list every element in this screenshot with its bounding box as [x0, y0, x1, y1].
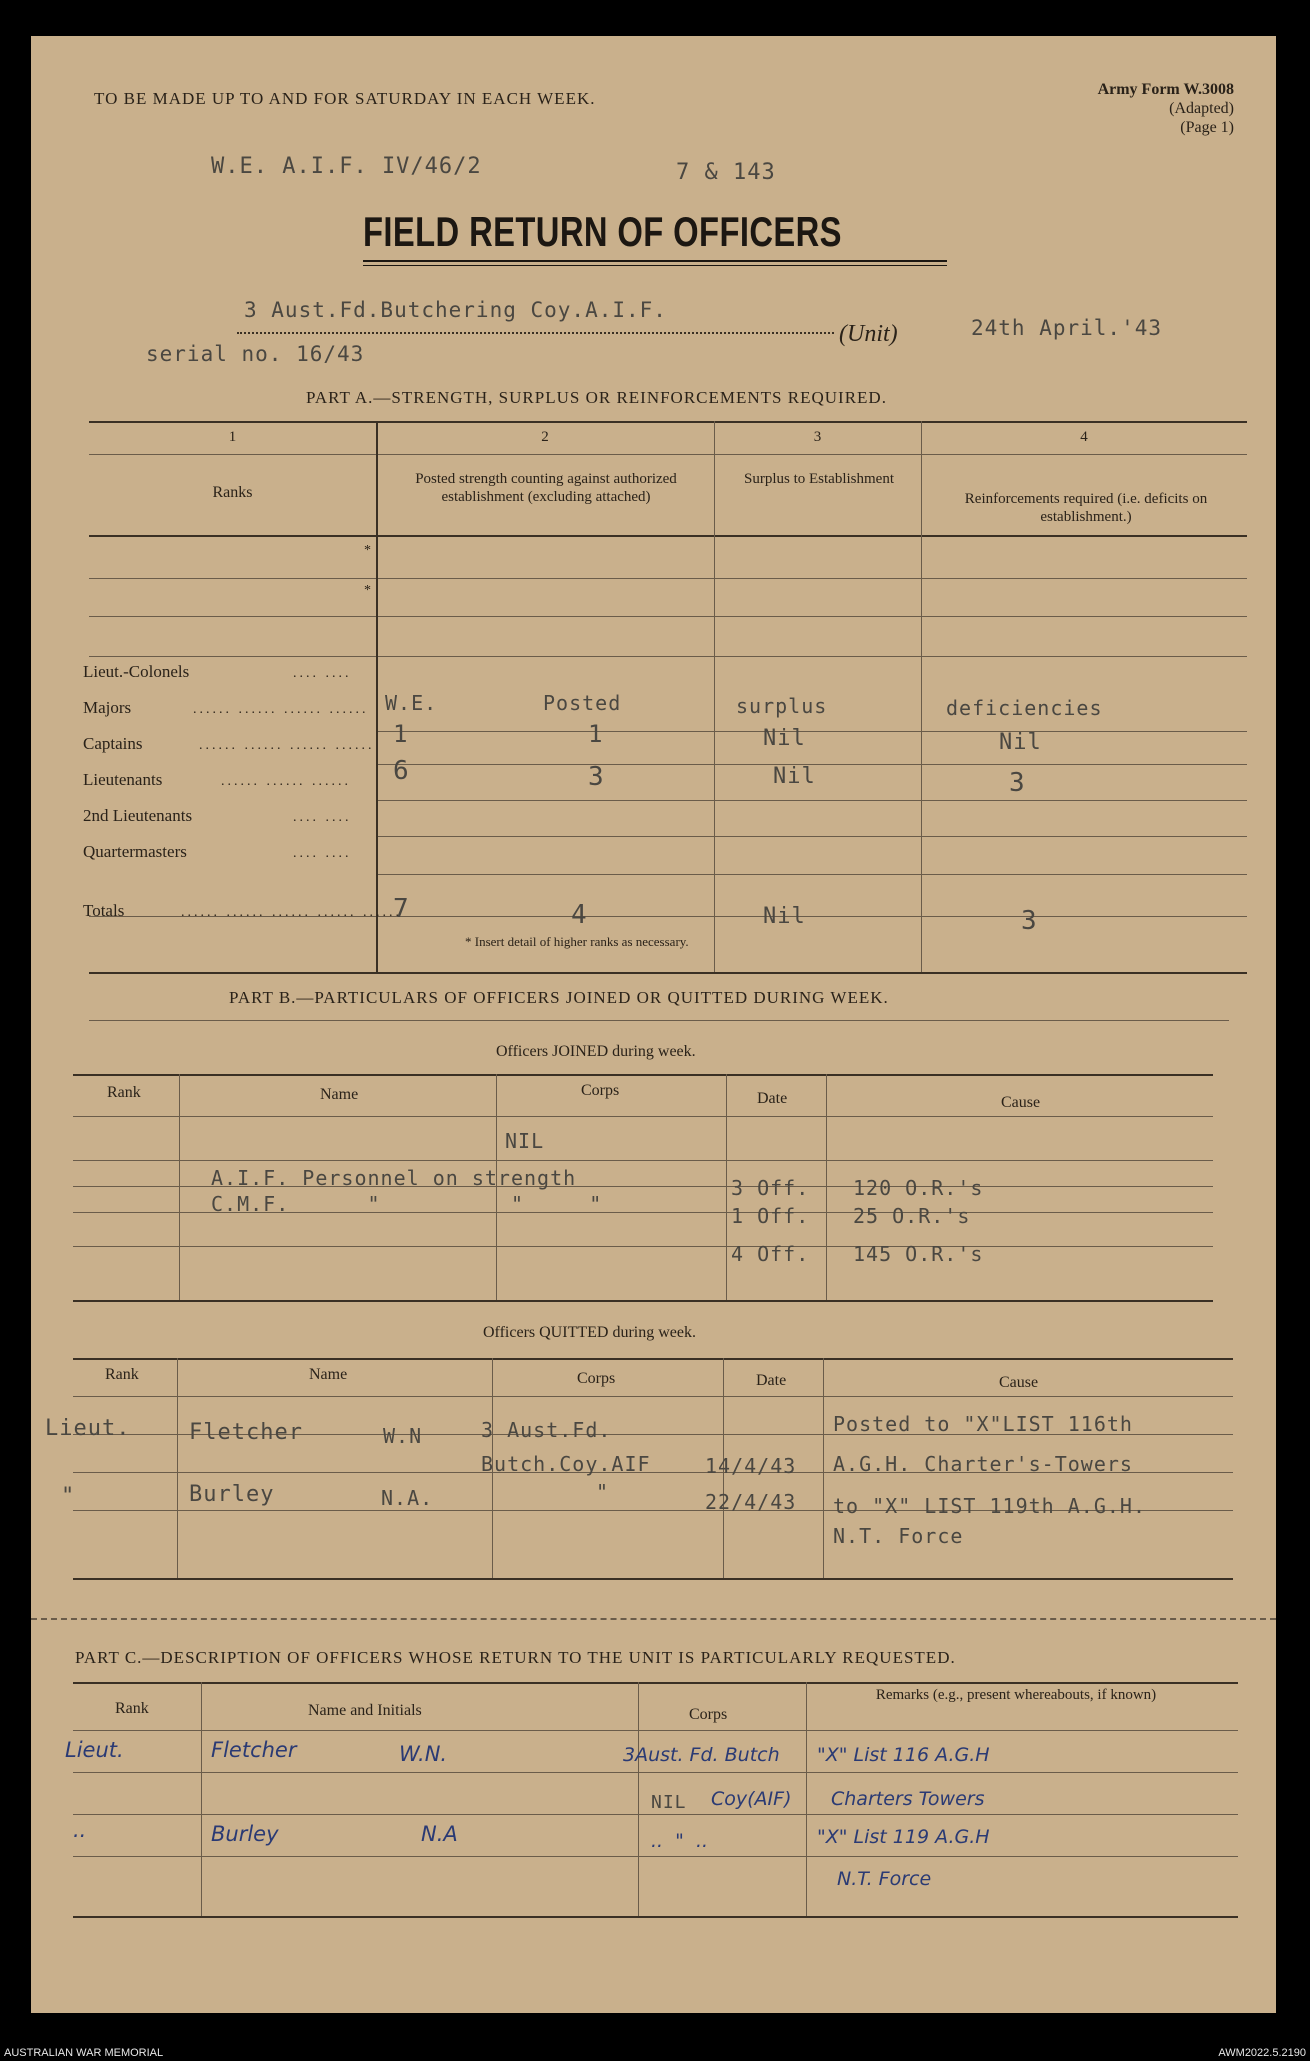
quitted-r2-initials: N.A. [381, 1486, 434, 1510]
quitted-header-name: Name [309, 1366, 348, 1383]
typed-reference: W.E. A.I.F. IV/46/2 [211, 154, 482, 179]
totals-we: 7 [393, 894, 410, 924]
title-underline [363, 260, 947, 262]
quitted-r1-date: 14/4/43 [705, 1454, 797, 1478]
joined-cause-2: 25 O.R.'s [853, 1204, 971, 1228]
table-col-rule [638, 1682, 639, 1916]
quitted-r1-rank: Lieut. [45, 1416, 131, 1441]
table-col-rule [714, 421, 715, 972]
part-c-r1-corps-2: Coy(AIF) [711, 1788, 792, 1810]
lieutenants-we: 6 [393, 756, 410, 786]
joined-header-corps: Corps [581, 1082, 620, 1099]
instruction-text: TO BE MADE UP TO AND FOR SATURDAY IN EACH WEEK. [94, 89, 596, 108]
part-c-r2-name: Burley [211, 1822, 279, 1846]
joined-date-2: 1 Off. [731, 1204, 810, 1228]
part-b-heading: PART B.—PARTICULARS OF OFFICERS JOINED OR QUITTED DURING WEEK. [229, 988, 889, 1007]
captains-surplus: Nil [763, 726, 806, 751]
totals-reinf: 3 [1021, 906, 1038, 936]
joined-date-3: 4 Off. [731, 1242, 810, 1266]
header-reinforcements: Reinforcements required (i.e. deficits on establishment.) [964, 491, 1208, 525]
header-surplus: Surplus to Establishment [744, 471, 894, 487]
leader-dots: ...... ...... ...... ...... [199, 738, 375, 753]
leader-dots: .... .... [293, 666, 352, 681]
rank-lieut-colonels: Lieut.-Colonels [83, 662, 190, 681]
leader-dots: .... .... [293, 810, 352, 825]
rank-captains: Captains [83, 734, 143, 753]
part-c-header-name: Name and Initials [308, 1702, 422, 1719]
table-rule [73, 1578, 1233, 1580]
table-col-rule [376, 421, 378, 972]
table-rule [73, 1814, 1238, 1815]
table-rule [73, 1300, 1213, 1302]
col-number-2: 2 [541, 429, 549, 445]
quitted-r1-name: Fletcher [189, 1420, 303, 1445]
part-b-rule [89, 1020, 1229, 1021]
table-col-rule [806, 1682, 807, 1916]
joined-nil: NIL [505, 1129, 545, 1153]
joined-header-date: Date [757, 1090, 788, 1107]
lieutenants-reinf: 3 [1009, 768, 1026, 798]
quitted-r2-rank: " [61, 1484, 76, 1509]
part-c-r1-initials: W.N. [399, 1742, 448, 1766]
lieutenants-posted: 3 [588, 762, 605, 792]
page-title: FIELD RETURN OF OFFICERS [363, 208, 842, 255]
part-c-r1-remark-2: Charters Towers [831, 1788, 985, 1810]
quitted-header-cause: Cause [999, 1374, 1039, 1391]
table-col-rule [726, 1074, 727, 1300]
part-c-r2-remark-1: "X" List 119 A.G.H [817, 1826, 990, 1848]
quitted-title: Officers QUITTED during week. [483, 1324, 696, 1341]
totals-posted: 4 [571, 900, 588, 930]
table-rule [73, 1730, 1238, 1731]
part-c-header-rank: Rank [115, 1700, 149, 1717]
typed-surplus-header: surplus [736, 694, 828, 718]
table-rule [89, 972, 1247, 974]
table-col-rule [823, 1358, 824, 1578]
quitted-header-date: Date [756, 1372, 787, 1389]
table-rule [89, 454, 1247, 455]
quitted-r1-corps-2: Butch.Coy.AIF [481, 1452, 651, 1476]
captains-reinf: Nil [999, 730, 1042, 755]
table-rule [73, 1160, 1213, 1161]
part-c-r2-initials: N.A [421, 1822, 458, 1846]
footnote: * Insert detail of higher ranks as necessary. [465, 934, 689, 949]
leader-dots: ...... ...... ...... ...... [193, 702, 369, 717]
part-c-header-remarks: Remarks (e.g., present whereabouts, if known) [875, 1687, 1157, 1703]
rank-majors: Majors [83, 698, 132, 717]
unit-dotted-line [237, 332, 834, 334]
quitted-r1-cause-2: A.G.H. Charter's-Towers [833, 1452, 1133, 1476]
quitted-r1-cause-1: Posted to "X"LIST 116th [833, 1412, 1133, 1436]
part-c-r1-rank: Lieut. [65, 1738, 124, 1762]
table-rule [73, 1116, 1213, 1117]
quitted-r2-cause-2: N.T. Force [833, 1524, 964, 1548]
table-rule [89, 656, 1247, 657]
table-rule [73, 1916, 1238, 1918]
joined-header-cause: Cause [1001, 1094, 1041, 1111]
col-number-1: 1 [228, 429, 237, 445]
asterisk-2: * [364, 583, 371, 598]
part-c-r1-corps: 3Aust. Fd. Butch [623, 1744, 780, 1766]
table-rule [73, 1856, 1238, 1857]
joined-date-1: 3 Off. [731, 1176, 810, 1200]
part-c-r2-remark-2: N.T. Force [837, 1868, 932, 1890]
part-c-r1-name: Fletcher [211, 1738, 297, 1762]
leader-dots: .... .... [293, 846, 352, 861]
unit-name: 3 Aust.Fd.Butchering Coy.A.I.F. [244, 298, 667, 322]
table-rule [73, 1074, 1213, 1076]
form-page: (Page 1) [1180, 119, 1234, 136]
typed-reference-numbers: 7 & 143 [676, 160, 776, 185]
joined-cause-3: 145 O.R.'s [853, 1242, 984, 1266]
table-col-rule [179, 1074, 180, 1300]
serial-number: serial no. 16/43 [146, 342, 365, 366]
typed-we-header: W.E. [385, 691, 438, 715]
joined-header-name: Name [320, 1086, 359, 1103]
quitted-r2-corps: " [596, 1480, 610, 1504]
form-adapted: (Adapted) [1169, 100, 1234, 117]
part-c-r2-corps: .. " .. [651, 1830, 709, 1852]
table-rule [89, 578, 1247, 579]
part-c-header-corps: Corps [689, 1706, 728, 1723]
form-page [31, 36, 1276, 2013]
form-designation [1098, 80, 1234, 137]
table-rule [89, 421, 1247, 423]
typed-deficiencies-header: deficiencies [946, 696, 1103, 720]
quitted-header-rank: Rank [105, 1366, 139, 1383]
totals-surplus: Nil [763, 904, 806, 929]
asterisk-1: * [364, 543, 371, 558]
table-rule [73, 1396, 1233, 1397]
table-col-rule [201, 1682, 202, 1916]
table-rule [376, 874, 1247, 875]
quitted-r2-cause-1: to "X" LIST 119th A.G.H. [833, 1494, 1146, 1518]
table-col-rule [921, 421, 922, 972]
title-underline-2 [363, 265, 947, 266]
table-col-rule [826, 1074, 827, 1300]
table-rule [73, 1246, 1213, 1247]
header-posted: Posted strength counting against authorized establishment (excluding attached) [415, 471, 677, 505]
table-rule [376, 836, 1247, 837]
quitted-r1-initials: W.N [383, 1424, 423, 1448]
joined-row2-name: C.M.F. " " " [211, 1192, 603, 1216]
captains-posted: 1 [588, 720, 604, 748]
joined-cause-1: 120 O.R.'s [853, 1176, 984, 1200]
part-c-heading: PART C.—DESCRIPTION OF OFFICERS WHOSE RETURN TO THE UNIT IS PARTICULARLY REQUESTED. [75, 1648, 956, 1667]
joined-row1-name: A.I.F. Personnel on strength [211, 1166, 577, 1190]
captains-we: 1 [393, 720, 409, 748]
table-rule [89, 616, 1247, 617]
quitted-r1-corps-1: 3 Aust.Fd. [481, 1418, 612, 1442]
leader-dots: ...... ...... ...... [221, 774, 351, 789]
table-col-rule [177, 1358, 178, 1578]
footer-accession-number: AWM2022.5.2190 [1218, 2047, 1306, 2059]
table-rule [376, 731, 1247, 732]
lieutenants-surplus: Nil [773, 764, 816, 789]
rank-2nd-lieutenants: 2nd Lieutenants [83, 806, 193, 825]
return-date: 24th April.'43 [971, 316, 1163, 340]
part-a-heading: PART A.—STRENGTH, SURPLUS OR REINFORCEMENTS REQUIRED. [306, 388, 887, 407]
typed-posted-header: Posted [543, 691, 622, 715]
leader-dots: ...... ...... ...... ...... ...... [181, 905, 402, 920]
totals-label: Totals [83, 901, 125, 920]
perforation-line [31, 1618, 1276, 1620]
rank-quartermasters: Quartermasters [83, 842, 187, 861]
joined-title: Officers JOINED during week. [496, 1043, 696, 1060]
table-rule [73, 1682, 1238, 1684]
rank-lieutenants: Lieutenants [83, 770, 163, 789]
footer-credit: AUSTRALIAN WAR MEMORIAL [4, 2047, 164, 2059]
header-ranks: Ranks [212, 484, 253, 501]
quitted-header-corps: Corps [577, 1370, 616, 1387]
col-number-3: 3 [813, 429, 822, 445]
table-rule [73, 1358, 1233, 1360]
form-name: Army Form W.3008 [1097, 81, 1234, 98]
part-c-r2-rank: .. [73, 1818, 87, 1842]
part-c-r1-remark-1: "X" List 116 A.G.H [817, 1744, 990, 1766]
table-rule [89, 535, 1247, 537]
col-number-4: 4 [1080, 429, 1088, 445]
quitted-r2-date: 22/4/43 [705, 1490, 797, 1514]
table-rule [73, 1772, 1238, 1773]
unit-label: (Unit) [839, 321, 898, 347]
quitted-r2-name: Burley [189, 1482, 275, 1507]
part-c-typed-nil: NIL [651, 1792, 687, 1813]
joined-header-rank: Rank [107, 1084, 141, 1101]
table-rule [376, 800, 1247, 801]
